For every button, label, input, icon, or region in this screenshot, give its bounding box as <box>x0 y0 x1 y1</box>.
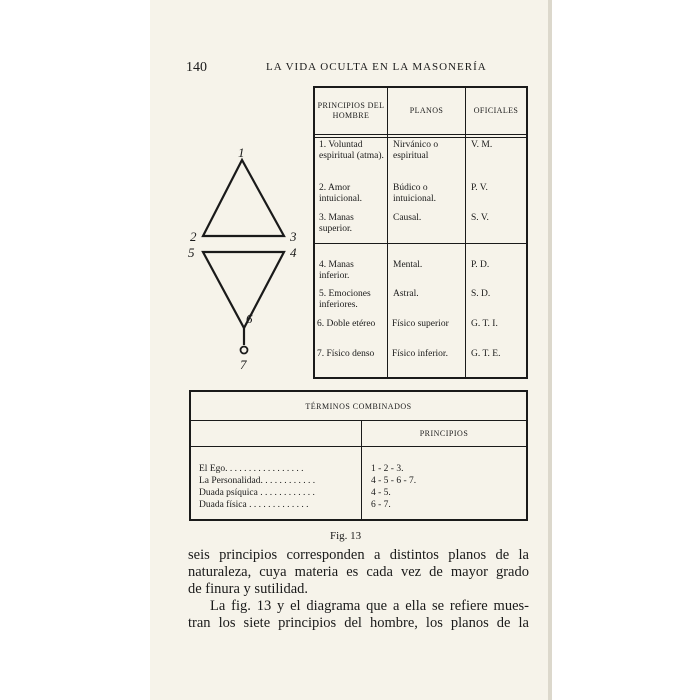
table-cell-oficial: G. T. I. <box>471 319 498 329</box>
combined-term: Duada psíquica . . . . . . . . . . . . <box>199 488 315 498</box>
triangles-figure <box>180 140 320 380</box>
column-divider <box>465 88 466 377</box>
table-cell-principio: 4. Manas inferior. <box>319 260 354 281</box>
body-line: naturaleza, cuya materia es cada vez de mayor grado <box>188 564 529 580</box>
combined-term: La Personalidad. . . . . . . . . . . . <box>199 476 316 486</box>
page-header <box>186 60 530 76</box>
table-cell-principio: 1. Voluntad espiritual (atma). <box>319 140 384 161</box>
page-number: 140 <box>186 60 207 75</box>
table-cell-plano: Nirvánico o espiritual <box>393 140 439 161</box>
table-cell-plano: Búdico o intuicional. <box>393 183 437 204</box>
table-cell-principio: 7. Físico denso <box>317 349 375 359</box>
upper-triangle <box>203 160 284 236</box>
table-cell-plano: Mental. <box>393 260 423 270</box>
table-cell-principio: 2. Amor intuicional. <box>319 183 363 204</box>
body-paragraphs <box>188 547 529 632</box>
lower-triangle <box>203 252 284 328</box>
running-head: LA VIDA OCULTA EN LA MASONERÍA <box>266 61 487 73</box>
page-edge <box>548 0 552 700</box>
combined-term-value: 4 - 5 - 6 - 7. <box>371 476 417 486</box>
figure-caption: Fig. 13 <box>330 530 362 542</box>
stem-dot <box>241 347 248 354</box>
body-line: La fig. 13 y el diagrama que a ella se refiere mues- <box>210 598 529 614</box>
table-cell-oficial: S. D. <box>471 289 491 299</box>
header-rule <box>315 137 526 138</box>
combined-term-value: 6 - 7. <box>371 500 391 510</box>
body-line: seis principios corresponden a distintos planos de la <box>188 547 529 563</box>
table-cell-oficial: P. D. <box>471 260 490 270</box>
header-principios: PRINCIPIOS DEL HOMBRE <box>317 101 385 120</box>
table-cell-oficial: S. V. <box>471 213 489 223</box>
principles-diagram <box>180 140 320 380</box>
diagram-label-6: 6 <box>246 311 253 326</box>
principles-table <box>313 86 528 379</box>
combined-term-value: 4 - 5. <box>371 488 391 498</box>
table-cell-oficial: G. T. E. <box>471 349 501 359</box>
diagram-label-2: 2 <box>190 229 197 244</box>
header-planos: PLANOS <box>409 106 444 115</box>
column-divider <box>387 88 388 377</box>
subheader-rule <box>191 446 526 447</box>
body-line: de finura y sutilidad. <box>188 581 309 597</box>
table-cell-principio: 6. Doble etéreo <box>317 319 376 329</box>
diagram-label-3: 3 <box>290 229 297 244</box>
diagram-label-1: 1 <box>238 145 245 160</box>
diagram-label-7: 7 <box>240 357 247 372</box>
combined-term: Duada física . . . . . . . . . . . . . <box>199 500 309 510</box>
table-cell-oficial: P. V. <box>471 183 488 193</box>
combined-terms-table <box>189 390 528 521</box>
diagram-label-5: 5 <box>188 245 195 260</box>
combined-terms-subheader: PRINCIPIOS <box>419 428 469 438</box>
header-oficiales: OFICIALES <box>473 106 519 115</box>
section-rule <box>315 243 526 244</box>
combined-term-value: 1 - 2 - 3. <box>371 464 404 474</box>
table-cell-plano: Físico inferior. <box>392 349 448 359</box>
principles-table-header <box>315 88 526 135</box>
diagram-label-4: 4 <box>290 245 297 260</box>
body-line: tran los siete principios del hombre, los planos de la <box>188 615 529 631</box>
table-cell-principio: 5. Emociones inferiores. <box>319 289 371 310</box>
combined-terms-title: TÉRMINOS COMBINADOS <box>305 401 412 411</box>
combined-term: El Ego. . . . . . . . . . . . . . . . . <box>199 464 304 474</box>
table-cell-principio: 3. Manas superior. <box>319 213 354 234</box>
table-cell-plano: Físico superior <box>392 319 449 329</box>
table-cell-plano: Causal. <box>393 213 422 223</box>
table-cell-oficial: V. M. <box>471 140 493 150</box>
table-cell-plano: Astral. <box>393 289 419 299</box>
